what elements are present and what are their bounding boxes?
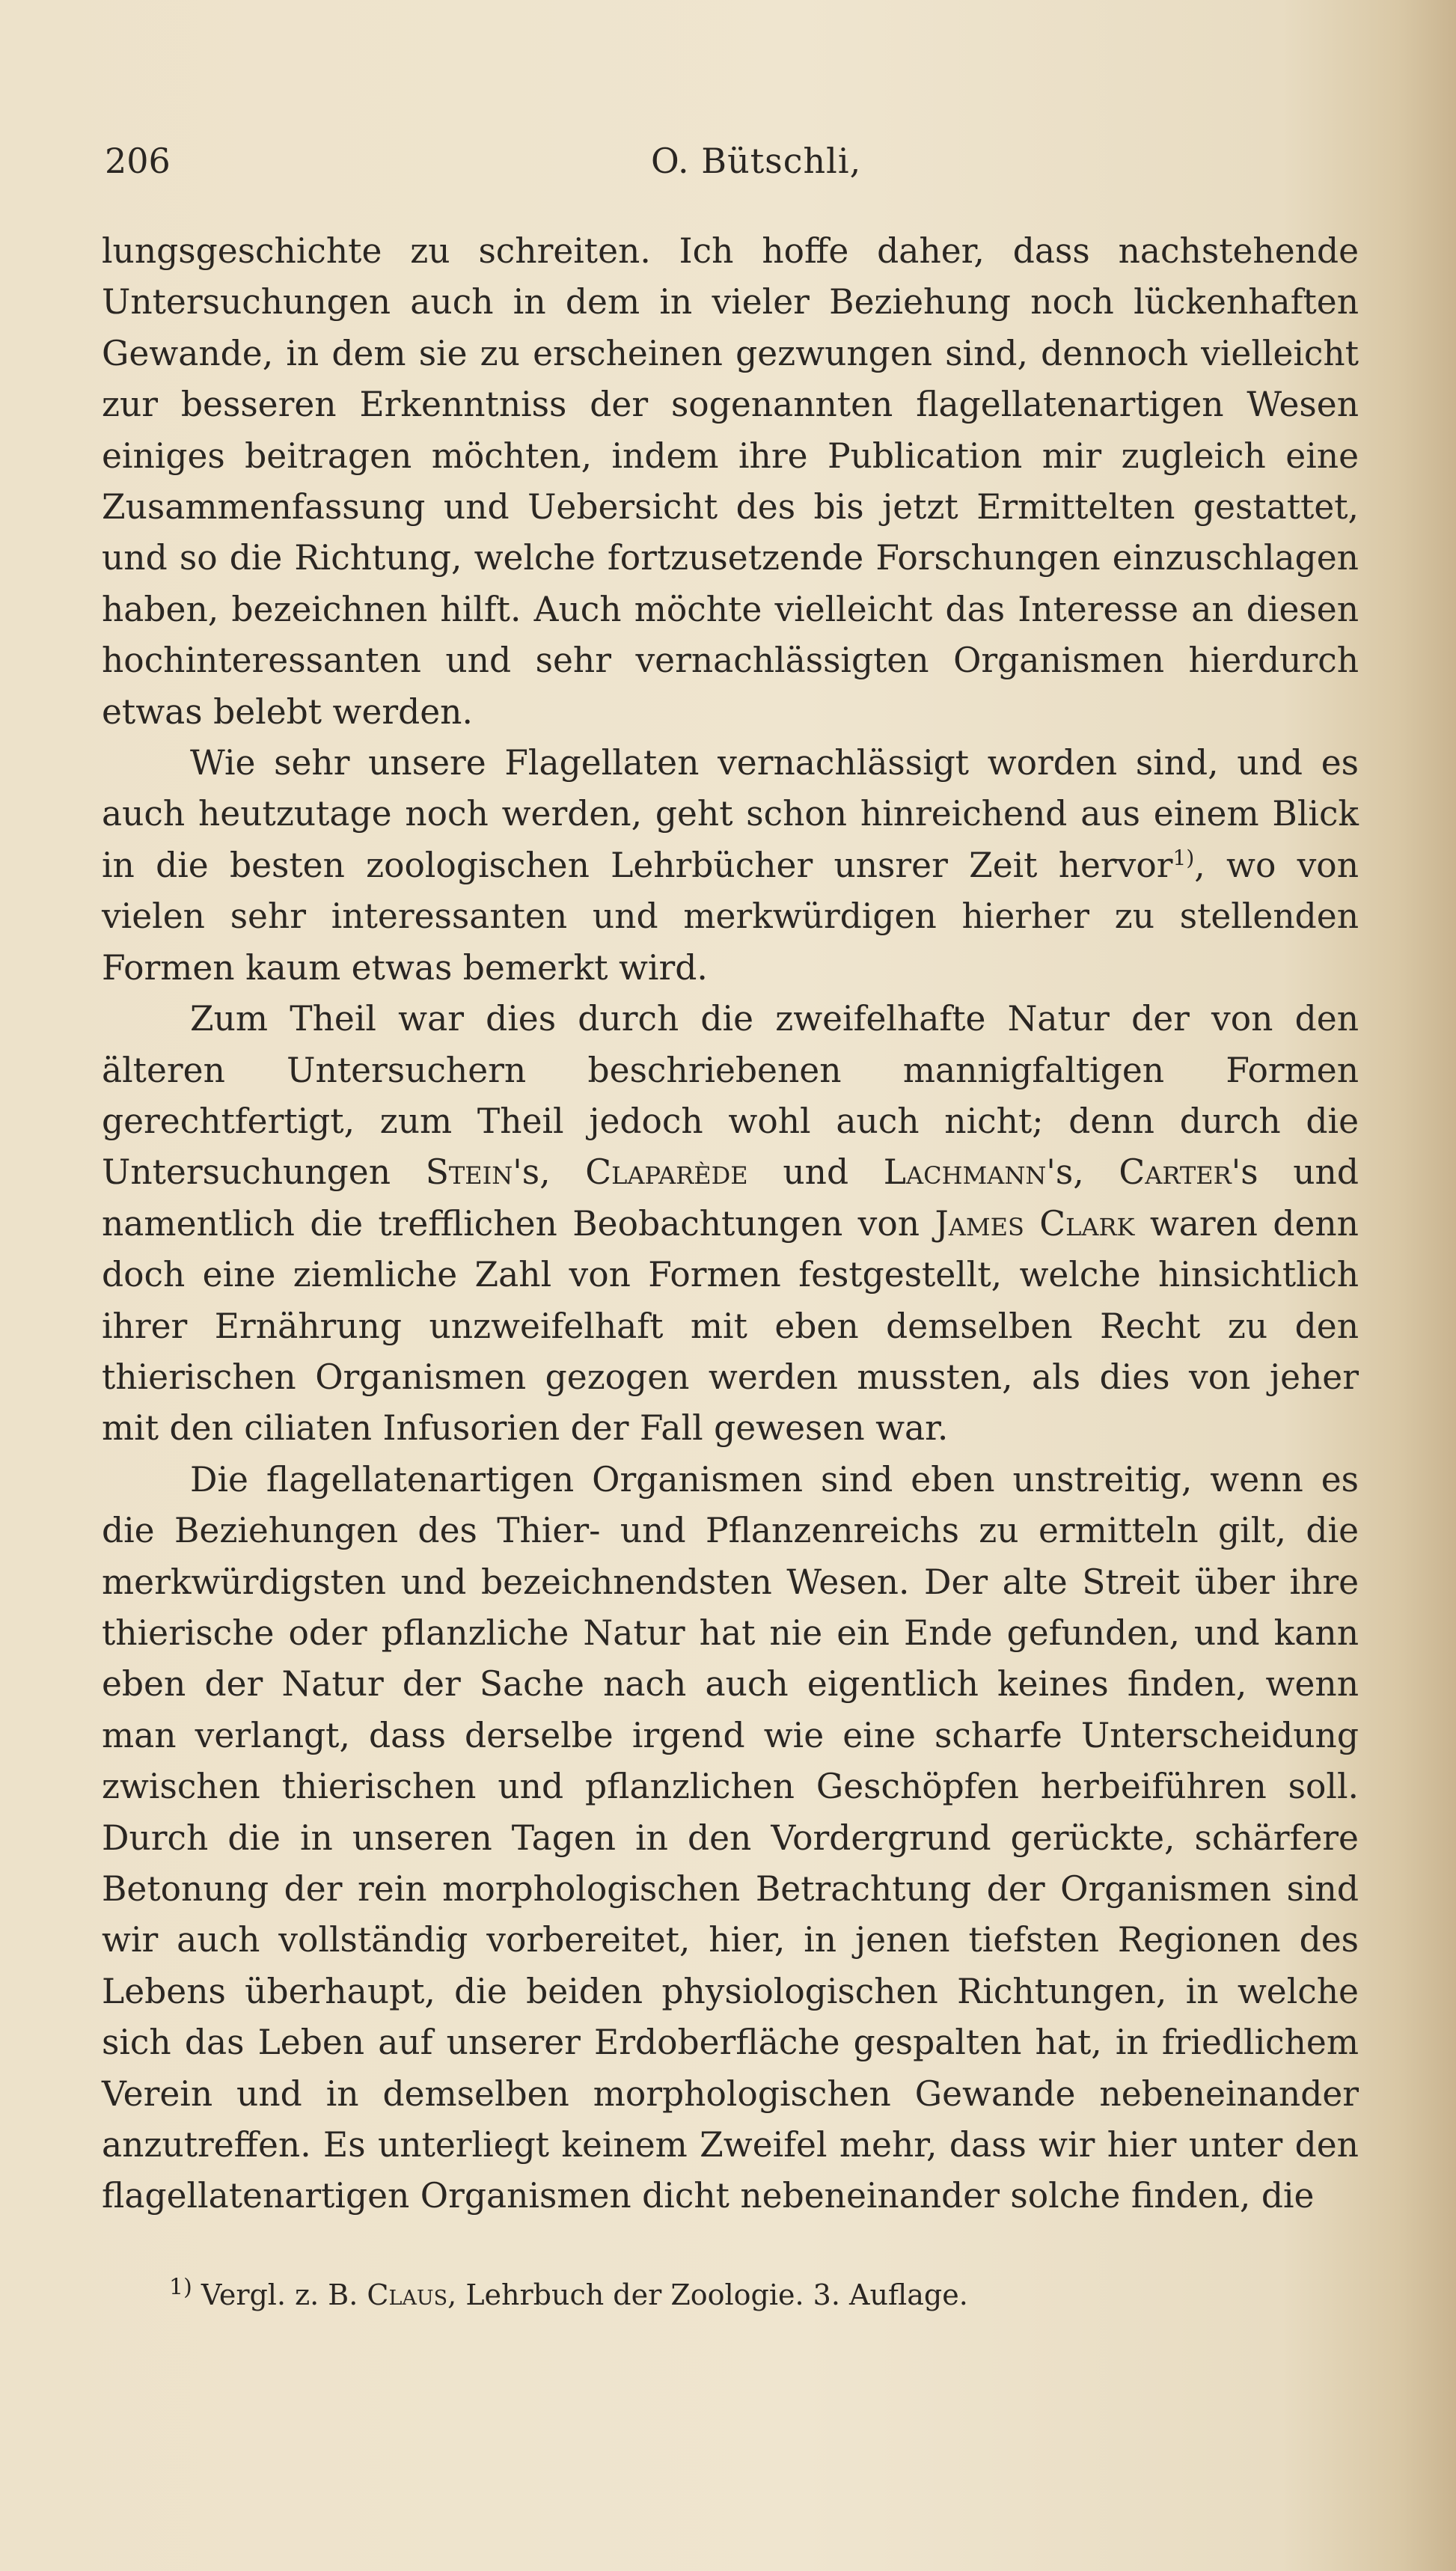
footnote-reference: 1)	[1172, 845, 1195, 870]
author-name-clark: James Clark	[935, 1203, 1135, 1244]
paragraph-3	[102, 994, 1359, 1455]
footnote-author: Claus	[367, 2278, 448, 2311]
paragraph-3-text-b: 's,	[513, 1152, 586, 1193]
footnote-text-a: Vergl. z. B.	[192, 2278, 367, 2311]
page-header	[105, 141, 1362, 201]
footnote-text-b: , Lehrbuch der Zoologie. 3. Auflage.	[447, 2278, 968, 2311]
footnote-mark: 1)	[169, 2274, 192, 2301]
author-name-claparede: Claparède	[585, 1152, 748, 1193]
paragraph-4-text: Die flagellatenartigen Organismen sind eben unstreitig, wenn es die Beziehungen des Thier- und Pflanzenreichs zu ermitteln gilt, die merkwürdigsten und bezeichnendsten Wesen. Der alte Streit über ihre thierische oder pflanzliche Natur hat nie ein Ende gefunden, und kann eben der Natur der Sache nach auch eigentlich keines finden, wenn man verlangt, dass derselbe irgend wie eine scharfe Unterscheidung zwischen thierischen und pflanzlichen Geschöpfen herbeiführen soll. Durch die in unseren Tagen in den Vordergrund gerückte, schärfere Betonung der rein morphologischen Betrachtung der Organismen sind wir auch vollständig vorbereitet, hier, in jenen tiefsten Regionen des Lebens überhaupt, die beiden physiologischen Richtungen, in welche sich das Leben auf unserer Erdoberfläche gespalten hat, in friedlichem Verein und in demselben morphologischen Gewande nebeneinander anzutreffen. Es unterliegt keinem Zweifel mehr, dass wir hier unter den flagellatenartigen Organismen dicht nebeneinander solche finden, die	[102, 1459, 1359, 2216]
author-name-stein: Stein	[425, 1152, 513, 1193]
page-number: 206	[105, 141, 171, 181]
paragraph-3-text-d: 's,	[1046, 1152, 1119, 1193]
footnote	[169, 2276, 1336, 2314]
paragraph-2-text-a: Wie sehr unsere Flagellaten vernachlässigt worden sind, und es auch heutzutage noch werden, geht schon hinreichend aus einem Blick in die besten zoologischen Lehrbücher unsrer Zeit hervor	[102, 743, 1359, 885]
paragraph-3-text-f: waren denn doch eine ziemliche Zahl von Formen festgestellt, welche hinsichtlich ihrer Ernährung unzweifelhaft mit eben demselben Recht zu den thierischen Organismen gezogen werden mussten, als dies von jeher mit den ciliaten Infusorien der Fall gewesen war.	[102, 1203, 1359, 1449]
main-text	[102, 226, 1359, 2222]
paragraph-4	[102, 1455, 1359, 2222]
paragraph-3-text-c: und	[747, 1152, 884, 1193]
running-head: O. Bütschli,	[651, 141, 862, 181]
paragraph-1	[102, 226, 1359, 738]
author-name-lachmann: Lachmann	[883, 1152, 1047, 1193]
paragraph-1-text: lungsgeschichte zu schreiten. Ich hoffe daher, dass nachstehende Untersuchungen auch in dem in vieler Beziehung noch lückenhaften Gewande, in dem sie zu erscheinen gezwungen sind, dennoch vielleicht zur besseren Erkenntniss der sogenannten flagellatenartigen Wesen einiges beitragen möchten, indem ihre Publication mir zugleich eine Zusammenfassung und Uebersicht des bis jetzt Ermittelten gestattet, und so die Richtung, welche fortzusetzende Forschungen einzuschlagen haben, bezeichnen hilft. Auch möchte vielleicht das Interesse an diesen hochinteressanten und sehr vernachlässigten Organismen hierdurch etwas belebt werden.	[102, 231, 1359, 732]
paragraph-2	[102, 738, 1359, 994]
paragraph-3-text-a: Zum Theil war dies durch die zweifelhafte Natur der von den älteren Untersuchern beschriebenen mannigfaltigen Formen gerechtfertigt, zum Theil jedoch wohl auch nicht; denn durch die Untersuchungen	[102, 999, 1359, 1193]
paragraph-2-text-b: , wo von vielen sehr interessanten und merkwürdigen hierher zu stellenden Formen kaum etwas bemerkt wird.	[102, 845, 1359, 988]
paragraph-3-text-e: 's und namentlich die trefflichen Beobachtungen von	[102, 1152, 1359, 1244]
author-name-carter: Carter	[1119, 1152, 1232, 1193]
